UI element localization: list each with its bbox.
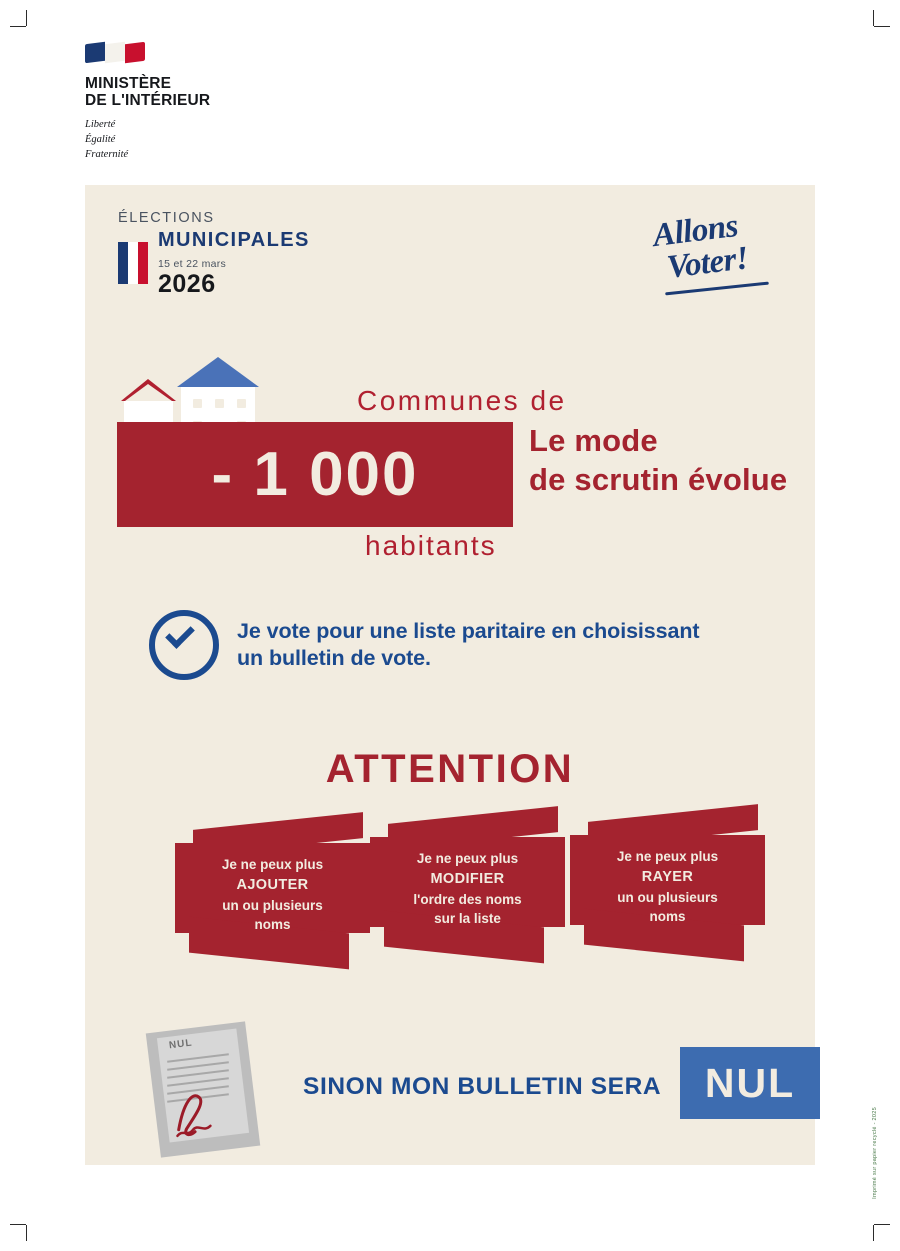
elections-label: ÉLECTIONS <box>118 210 215 226</box>
elections-type: MUNICIPALES <box>158 229 310 251</box>
headline-line2: de scrutin évolue <box>529 461 788 497</box>
commune-suffix: habitants <box>365 530 497 561</box>
banner-3-line3: un ou plusieurs <box>617 889 718 905</box>
headline-line1: Le mode <box>529 423 658 458</box>
banner-1-action: AJOUTER <box>236 876 309 893</box>
ministry-name <box>85 75 325 110</box>
ministry-name-line2: DE L'INTÉRIEUR <box>85 92 211 110</box>
banner-3-line1: Je ne peux plus <box>616 849 719 864</box>
footer-sentence: SINON MON BULLETIN SERA <box>303 1073 662 1100</box>
slogan-line2: Voter! <box>665 240 751 286</box>
ballot-nul-tag: NUL <box>168 1037 194 1052</box>
commune-number: - 1 000 <box>211 440 419 509</box>
election-dates: 15 et 22 mars <box>158 258 227 270</box>
slogan-line1: Allons <box>651 207 740 255</box>
warning-banner-ajouter <box>175 821 370 981</box>
french-flag-icon <box>85 40 149 66</box>
invalid-ballot-icon <box>147 1023 269 1158</box>
commune-prefix: Communes de <box>357 385 567 416</box>
motto-liberte: Liberté <box>85 118 116 130</box>
banner-1-line4: noms <box>254 917 291 933</box>
warning-banner-modifier <box>370 815 565 975</box>
headline <box>529 422 787 500</box>
ballot-scribble-icon <box>167 1080 232 1150</box>
nul-badge <box>680 1047 820 1119</box>
nul-badge-label: NUL <box>704 1060 796 1106</box>
banner-3-line4: noms <box>649 909 686 925</box>
french-flag-icon-small <box>118 242 148 284</box>
banner-1-line1: Je ne peux plus <box>221 857 324 872</box>
vote-instruction-line1: Je vote pour une liste paritaire en choisissant <box>237 619 700 644</box>
banner-2-line1: Je ne peux plus <box>416 851 519 866</box>
vote-instruction-line2: un bulletin de vote. <box>237 646 431 670</box>
banner-2-line4: sur la liste <box>434 911 501 927</box>
side-credit: Imprimé sur papier recyclé - 2025 <box>872 1107 878 1199</box>
vote-instruction <box>149 610 789 680</box>
banner-1-line3: un ou plusieurs <box>222 897 323 913</box>
check-circle-icon <box>149 610 219 680</box>
banner-3-action: RAYER <box>641 868 694 885</box>
poster <box>85 185 815 1165</box>
motto-egalite: Égalité <box>85 133 116 145</box>
banner-2-action: MODIFIER <box>430 870 505 887</box>
warning-banner-rayer <box>570 813 765 973</box>
election-header <box>118 210 310 297</box>
attention-title: ATTENTION <box>325 747 575 791</box>
election-year: 2026 <box>158 270 216 298</box>
republic-motto <box>85 118 325 163</box>
motto-fraternite: Fraternité <box>85 148 129 160</box>
ministry-name-line1: MINISTÈRE <box>85 75 172 92</box>
allons-voter-slogan <box>645 207 770 293</box>
warning-banners <box>145 813 765 988</box>
ministry-logo-block <box>85 40 325 162</box>
banner-2-line3: l'ordre des noms <box>413 891 522 907</box>
